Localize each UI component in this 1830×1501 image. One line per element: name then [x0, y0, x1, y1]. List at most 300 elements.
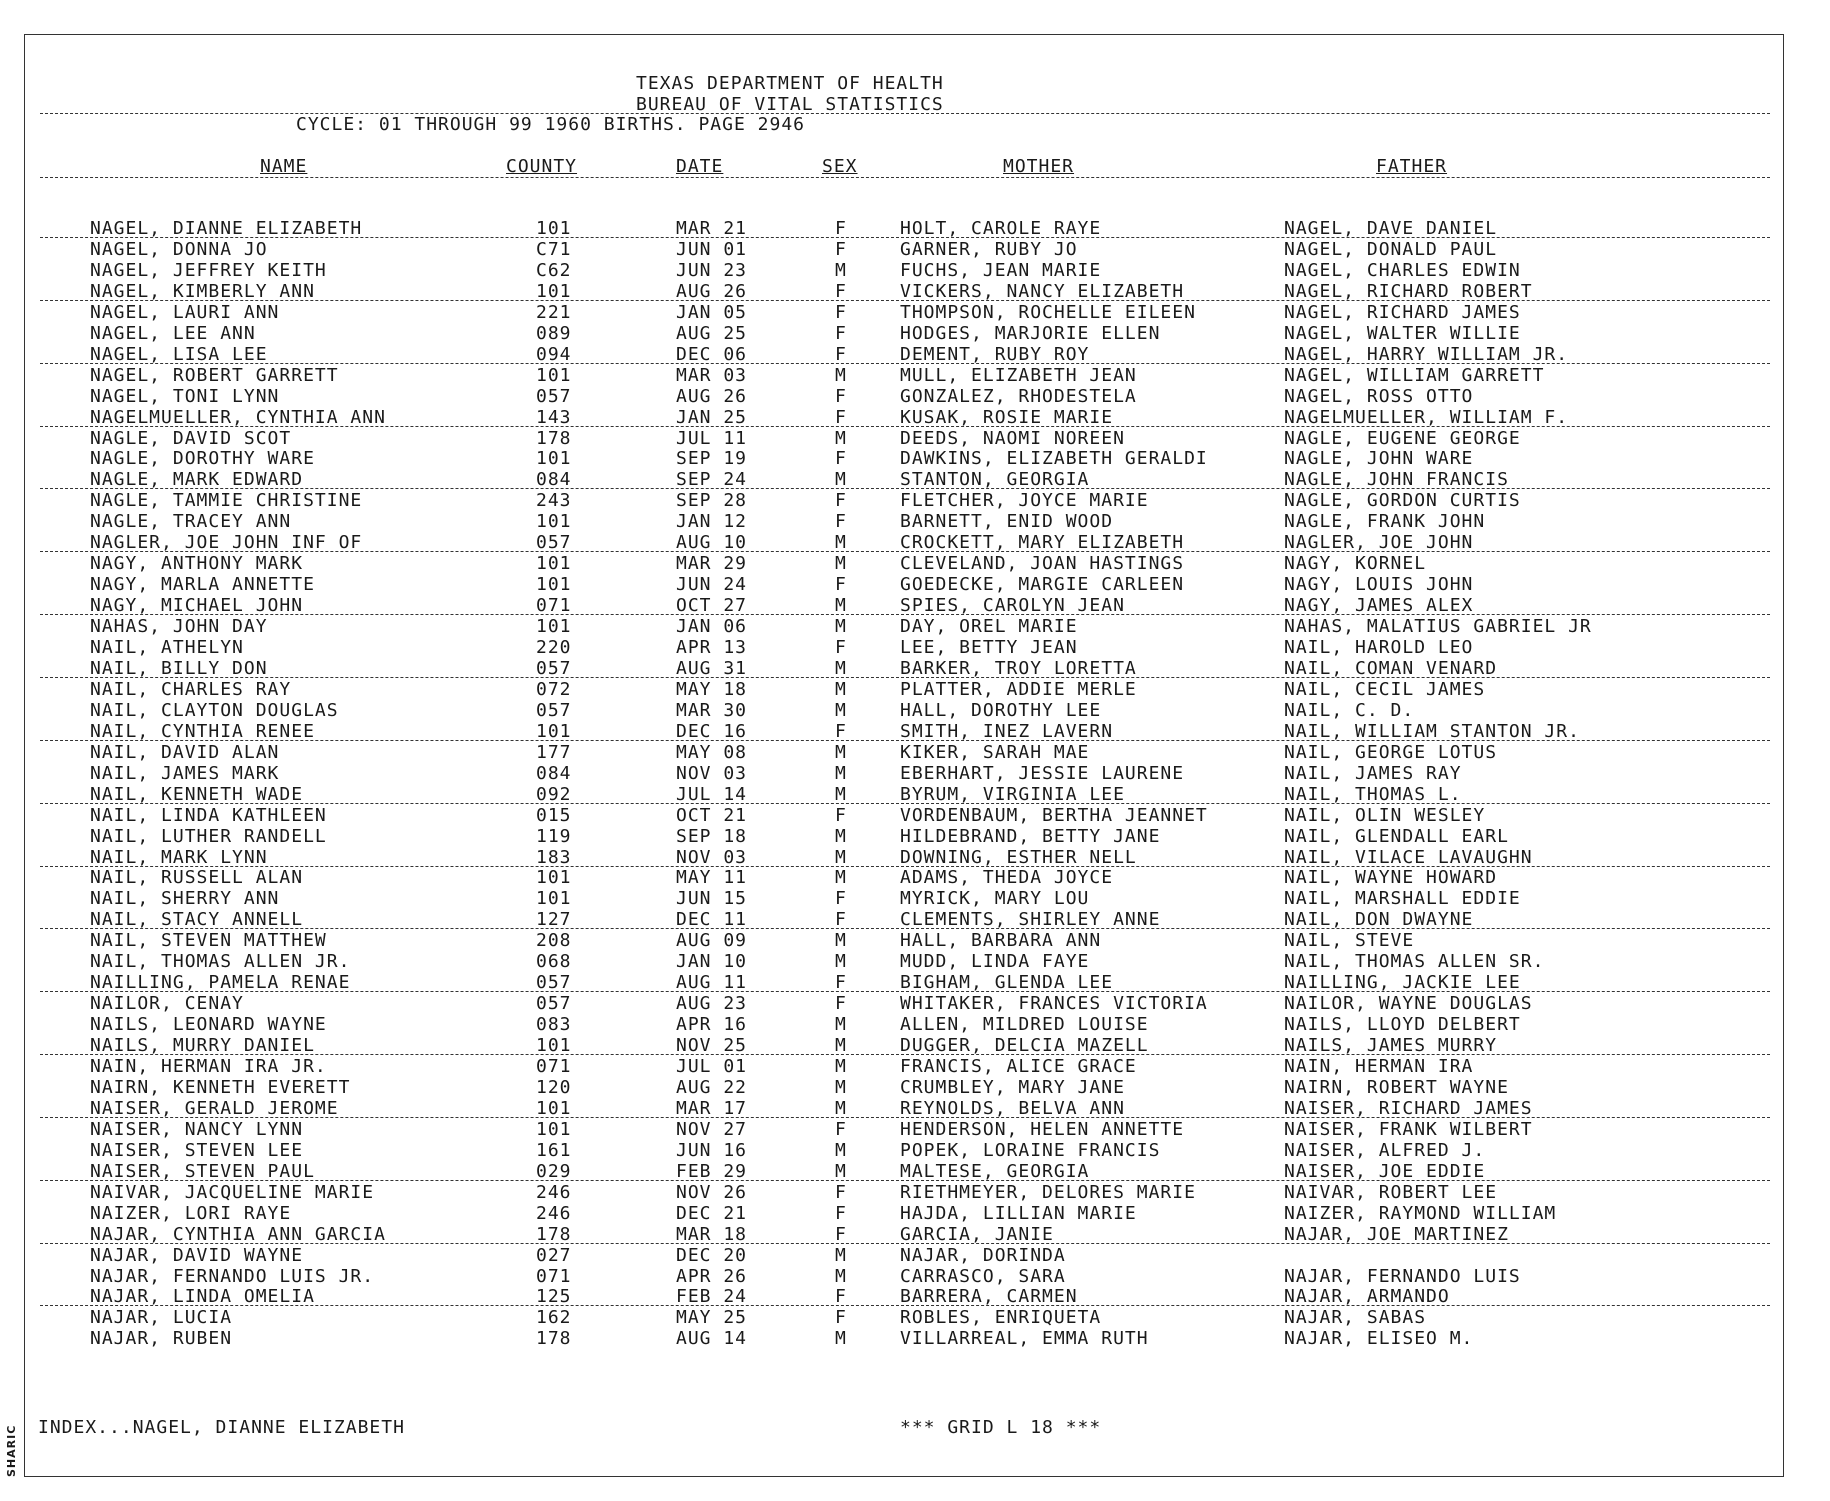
cell-mother: FLETCHER, JOYCE MARIE: [900, 490, 1149, 512]
cell-date: SEP 18: [676, 825, 748, 847]
cell-sex: M: [835, 867, 847, 889]
column-header-divider: [40, 177, 1770, 178]
cell-father: NAJAR, ELISEO M.: [1284, 1328, 1474, 1350]
cell-name: NAIRN, KENNETH EVERETT: [90, 1076, 351, 1098]
table-row: [0, 1014, 1830, 1035]
cell-county: 208: [536, 930, 572, 952]
cell-sex: F: [835, 804, 847, 826]
column-header-date: DATE: [676, 156, 724, 177]
row-rule: [40, 928, 1770, 929]
cell-date: FEB 29: [676, 1160, 748, 1182]
cell-date: JUN 01: [676, 238, 748, 260]
cell-county: 084: [536, 762, 572, 784]
cell-date: MAR 18: [676, 1223, 748, 1245]
cell-father: NAIL, CECIL JAMES: [1284, 678, 1486, 700]
cell-county: 101: [536, 1097, 572, 1119]
cell-name: NAJAR, LUCIA: [90, 1307, 233, 1329]
cell-sex: M: [835, 657, 847, 679]
cell-county: 101: [536, 616, 572, 638]
cell-father: NAIRN, ROBERT WAYNE: [1284, 1076, 1509, 1098]
cell-name: NAIL, JAMES MARK: [90, 762, 280, 784]
cell-mother: MULL, ELIZABETH JEAN: [900, 364, 1137, 386]
cell-name: NAILOR, CENAY: [90, 993, 244, 1015]
cell-mother: ALLEN, MILDRED LOUISE: [900, 1014, 1149, 1036]
cell-name: NAIL, SHERRY ANN: [90, 888, 280, 910]
cell-father: NAHAS, MALATIUS GABRIEL JR: [1284, 616, 1592, 638]
cell-sex: M: [835, 364, 847, 386]
cell-mother: MYRICK, MARY LOU: [900, 888, 1090, 910]
table-row: [0, 386, 1830, 407]
cell-father: NAGEL, WALTER WILLIE: [1284, 322, 1521, 344]
cell-name: NAJAR, LINDA OMELIA: [90, 1286, 315, 1308]
table-row: [0, 1077, 1830, 1098]
cell-father: NAIL, THOMAS ALLEN SR.: [1284, 951, 1545, 973]
table-row: [0, 1035, 1830, 1056]
cell-date: NOV 03: [676, 846, 748, 868]
cell-county: 092: [536, 783, 572, 805]
cell-sex: F: [835, 490, 847, 512]
cell-mother: DEEDS, NAOMI NOREEN: [900, 427, 1125, 449]
cell-date: NOV 03: [676, 762, 748, 784]
cell-father: NAGY, JAMES ALEX: [1284, 595, 1474, 617]
table-row: [0, 365, 1830, 386]
cell-father: NAGLE, JOHN WARE: [1284, 448, 1474, 470]
cell-name: NAIVAR, JACQUELINE MARIE: [90, 1181, 375, 1203]
cell-name: NAIL, CYNTHIA RENEE: [90, 720, 315, 742]
cell-father: NAGELMUELLER, WILLIAM F.: [1284, 406, 1569, 428]
row-rule: [40, 803, 1770, 804]
cell-sex: F: [835, 1286, 847, 1308]
cell-name: NAGEL, KIMBERLY ANN: [90, 280, 315, 302]
table-row: [0, 616, 1830, 637]
cell-mother: BARKER, TROY LORETTA: [900, 657, 1137, 679]
cell-name: NAIL, ATHELYN: [90, 637, 244, 658]
cell-father: NAILS, JAMES MURRY: [1284, 1035, 1498, 1057]
cell-county: 029: [536, 1160, 572, 1182]
cell-name: NAIL, DAVID ALAN: [90, 741, 280, 763]
cell-mother: STANTON, GEORGIA: [900, 469, 1090, 491]
cell-sex: F: [835, 972, 847, 994]
cell-county: 221: [536, 301, 572, 323]
cell-county: 120: [536, 1076, 572, 1098]
cell-father: NAIL, OLIN WESLEY: [1284, 804, 1486, 826]
cell-father: NAGEL, ROSS OTTO: [1284, 385, 1474, 407]
table-row: [0, 784, 1830, 805]
cycle-line: CYCLE: 01 THROUGH 99 1960 BIRTHS. PAGE 2946: [296, 114, 805, 135]
cell-county: 071: [536, 595, 572, 617]
cell-date: DEC 11: [676, 909, 748, 931]
cell-county: 177: [536, 741, 572, 763]
cell-mother: THOMPSON, ROCHELLE EILEEN: [900, 301, 1196, 323]
cell-county: 072: [536, 678, 572, 700]
cell-father: NAGLE, GORDON CURTIS: [1284, 490, 1521, 512]
cell-sex: F: [835, 238, 847, 260]
cell-county: 101: [536, 1118, 572, 1140]
table-row: [0, 1224, 1830, 1245]
table-row: [0, 1119, 1830, 1140]
cell-mother: CLEVELAND, JOAN HASTINGS: [900, 553, 1185, 575]
cell-county: 246: [536, 1202, 572, 1224]
cell-sex: M: [835, 553, 847, 575]
cell-sex: F: [835, 637, 847, 658]
cell-sex: M: [835, 1076, 847, 1098]
cell-date: JUN 15: [676, 888, 748, 910]
table-row: [0, 805, 1830, 826]
cell-father: NAIVAR, ROBERT LEE: [1284, 1181, 1498, 1203]
cell-sex: M: [835, 1014, 847, 1036]
cell-mother: HILDEBRAND, BETTY JANE: [900, 825, 1161, 847]
cell-date: MAR 17: [676, 1097, 748, 1119]
cell-county: 101: [536, 720, 572, 742]
cell-name: NAIL, MARK LYNN: [90, 846, 268, 868]
cell-sex: F: [835, 280, 847, 302]
cell-date: AUG 26: [676, 385, 748, 407]
cell-date: MAY 18: [676, 678, 748, 700]
cell-name: NAISER, NANCY LYNN: [90, 1118, 304, 1140]
table-row: [0, 595, 1830, 616]
report-title: TEXAS DEPARTMENT OF HEALTH: [636, 73, 944, 94]
cell-mother: PLATTER, ADDIE MERLE: [900, 678, 1137, 700]
row-rule: [40, 1180, 1770, 1181]
cell-mother: MUDD, LINDA FAYE: [900, 951, 1090, 973]
cell-county: 178: [536, 1223, 572, 1245]
cell-name: NAGLE, DOROTHY WARE: [90, 448, 315, 470]
cell-county: 071: [536, 1265, 572, 1287]
table-row: [0, 847, 1830, 868]
table-row: [0, 888, 1830, 909]
cell-father: NAIL, WILLIAM STANTON JR.: [1284, 720, 1580, 742]
cell-date: NOV 25: [676, 1035, 748, 1057]
cell-county: 161: [536, 1139, 572, 1161]
cell-date: NOV 26: [676, 1181, 748, 1203]
cell-name: NAGEL, ROBERT GARRETT: [90, 364, 339, 386]
cell-county: 101: [536, 511, 572, 533]
cell-mother: VORDENBAUM, BERTHA JEANNET: [900, 804, 1208, 826]
cell-father: NAGEL, CHARLES EDWIN: [1284, 259, 1521, 281]
table-row: [0, 637, 1830, 658]
cell-name: NAGLE, TAMMIE CHRISTINE: [90, 490, 363, 512]
cell-date: APR 26: [676, 1265, 748, 1287]
table-row: [0, 1245, 1830, 1266]
cell-father: NAGEL, WILLIAM GARRETT: [1284, 364, 1545, 386]
cell-mother: CARRASCO, SARA: [900, 1265, 1066, 1287]
cell-sex: M: [835, 825, 847, 847]
cell-father: NAIL, MARSHALL EDDIE: [1284, 888, 1521, 910]
cell-name: NAIL, RUSSELL ALAN: [90, 867, 304, 889]
cell-father: NAGEL, RICHARD JAMES: [1284, 301, 1521, 323]
cell-mother: DEMENT, RUBY ROY: [900, 343, 1090, 365]
cell-father: NAIN, HERMAN IRA: [1284, 1056, 1474, 1077]
cell-name: NAJAR, RUBEN: [90, 1328, 233, 1350]
cell-mother: SMITH, INEZ LAVERN: [900, 720, 1114, 742]
cell-name: NAIL, THOMAS ALLEN JR.: [90, 951, 351, 973]
cell-date: JUN 23: [676, 259, 748, 281]
cell-date: SEP 19: [676, 448, 748, 470]
cell-date: AUG 09: [676, 930, 748, 952]
cell-county: 068: [536, 951, 572, 973]
cell-name: NAIL, STEVEN MATTHEW: [90, 930, 327, 952]
cell-date: JAN 06: [676, 616, 748, 638]
row-rule: [40, 363, 1770, 364]
table-row: [0, 1286, 1830, 1307]
cell-name: NAGEL, DONNA JO: [90, 238, 268, 260]
cell-county: 089: [536, 322, 572, 344]
cell-county: 127: [536, 909, 572, 931]
table-row: [0, 1182, 1830, 1203]
table-row: [0, 1161, 1830, 1182]
cell-father: NAJAR, FERNANDO LUIS: [1284, 1265, 1521, 1287]
cell-sex: F: [835, 1181, 847, 1203]
cell-father: NAGLE, JOHN FRANCIS: [1284, 469, 1509, 491]
cell-mother: SPIES, CAROLYN JEAN: [900, 595, 1125, 617]
row-rule: [40, 1054, 1770, 1055]
cell-name: NAILLING, PAMELA RENAE: [90, 972, 351, 994]
cell-date: JAN 05: [676, 301, 748, 323]
cell-county: 101: [536, 867, 572, 889]
cell-date: JUN 24: [676, 574, 748, 596]
cell-father: NAIL, DON DWAYNE: [1284, 909, 1474, 931]
table-row: [0, 323, 1830, 344]
row-rule: [40, 614, 1770, 615]
cell-date: DEC 06: [676, 343, 748, 365]
cell-date: DEC 20: [676, 1244, 748, 1266]
cell-name: NAILS, MURRY DANIEL: [90, 1035, 315, 1057]
report-subtitle: BUREAU OF VITAL STATISTICS: [636, 94, 944, 115]
table-row: [0, 658, 1830, 679]
cell-name: NAISER, GERALD JEROME: [90, 1097, 339, 1119]
cell-mother: LEE, BETTY JEAN: [900, 637, 1078, 658]
cell-name: NAGEL, LEE ANN: [90, 322, 256, 344]
cell-father: NAGEL, DAVE DANIEL: [1284, 218, 1498, 239]
cell-mother: KIKER, SARAH MAE: [900, 741, 1090, 763]
column-header-name: NAME: [260, 156, 308, 177]
cell-date: SEP 28: [676, 490, 748, 512]
cell-father: NAISER, RICHARD JAMES: [1284, 1097, 1533, 1119]
table-row: [0, 909, 1830, 930]
cell-date: MAR 21: [676, 218, 748, 239]
cell-father: NAIL, C. D.: [1284, 699, 1415, 721]
row-rule: [40, 1243, 1770, 1244]
cell-county: 101: [536, 553, 572, 575]
cell-date: JAN 25: [676, 406, 748, 428]
table-row: [0, 532, 1830, 553]
cell-mother: ROBLES, ENRIQUETA: [900, 1307, 1102, 1329]
row-rule: [40, 426, 1770, 427]
cell-date: AUG 26: [676, 280, 748, 302]
cell-name: NAIL, CLAYTON DOUGLAS: [90, 699, 339, 721]
cell-name: NAIL, LUTHER RANDELL: [90, 825, 327, 847]
cell-county: 119: [536, 825, 572, 847]
column-header-father: FATHER: [1376, 156, 1448, 177]
cell-father: NAGY, KORNEL: [1284, 553, 1427, 575]
table-row: [0, 511, 1830, 532]
cell-sex: M: [835, 616, 847, 638]
cell-father: NAGY, LOUIS JOHN: [1284, 574, 1474, 596]
cell-date: JUL 14: [676, 783, 748, 805]
cell-sex: F: [835, 218, 847, 239]
cell-date: MAY 08: [676, 741, 748, 763]
cell-mother: EBERHART, JESSIE LAURENE: [900, 762, 1185, 784]
table-row: [0, 1098, 1830, 1119]
cell-name: NAGEL, DIANNE ELIZABETH: [90, 218, 363, 239]
cell-sex: M: [835, 699, 847, 721]
cell-sex: M: [835, 1056, 847, 1077]
cell-father: NAGEL, DONALD PAUL: [1284, 238, 1498, 260]
cell-name: NAGEL, LAURI ANN: [90, 301, 280, 323]
cell-name: NAJAR, CYNTHIA ANN GARCIA: [90, 1223, 386, 1245]
cell-sex: F: [835, 993, 847, 1015]
cell-county: 162: [536, 1307, 572, 1329]
cell-mother: HOLT, CAROLE RAYE: [900, 218, 1102, 239]
cell-father: NAIL, WAYNE HOWARD: [1284, 867, 1498, 889]
cell-father: NAILLING, JACKIE LEE: [1284, 972, 1521, 994]
cell-county: 125: [536, 1286, 572, 1308]
cell-father: NAIZER, RAYMOND WILLIAM: [1284, 1202, 1557, 1224]
cell-date: AUG 23: [676, 993, 748, 1015]
cell-county: 057: [536, 972, 572, 994]
table-row: [0, 972, 1830, 993]
table-row: [0, 951, 1830, 972]
cell-father: NAIL, COMAN VENARD: [1284, 657, 1498, 679]
cell-name: NAILS, LEONARD WAYNE: [90, 1014, 327, 1036]
cell-name: NAIL, STACY ANNELL: [90, 909, 304, 931]
cell-sex: M: [835, 678, 847, 700]
cell-name: NAHAS, JOHN DAY: [90, 616, 268, 638]
cell-sex: F: [835, 448, 847, 470]
cell-sex: F: [835, 1223, 847, 1245]
table-row: [0, 930, 1830, 951]
table-row: [0, 742, 1830, 763]
grid-line: *** GRID L 18 ***: [900, 1417, 1102, 1438]
cell-sex: M: [835, 1160, 847, 1182]
cell-sex: F: [835, 406, 847, 428]
cell-father: NAGLE, FRANK JOHN: [1284, 511, 1486, 533]
cell-father: NAIL, STEVE: [1284, 930, 1415, 952]
row-rule: [40, 677, 1770, 678]
table-row: [0, 302, 1830, 323]
cell-date: FEB 24: [676, 1286, 748, 1308]
table-row: [0, 1203, 1830, 1224]
table-row: [0, 281, 1830, 302]
cell-mother: HALL, BARBARA ANN: [900, 930, 1102, 952]
cell-father: NAIL, HAROLD LEO: [1284, 637, 1474, 658]
cell-date: AUG 14: [676, 1328, 748, 1350]
cell-county: 083: [536, 1014, 572, 1036]
cell-county: 101: [536, 888, 572, 910]
table-row: [0, 428, 1830, 449]
cell-sex: F: [835, 343, 847, 365]
column-header-county: COUNTY: [506, 156, 578, 177]
cell-mother: MALTESE, GEORGIA: [900, 1160, 1090, 1182]
cell-county: 057: [536, 532, 572, 554]
table-row: [0, 826, 1830, 847]
cell-name: NAGLE, MARK EDWARD: [90, 469, 304, 491]
cell-mother: REYNOLDS, BELVA ANN: [900, 1097, 1125, 1119]
cell-name: NAGY, MICHAEL JOHN: [90, 595, 304, 617]
cell-sex: M: [835, 783, 847, 805]
cell-mother: CLEMENTS, SHIRLEY ANNE: [900, 909, 1161, 931]
cell-county: 094: [536, 343, 572, 365]
table-row: [0, 260, 1830, 281]
cell-date: JUL 11: [676, 427, 748, 449]
cell-county: 246: [536, 1181, 572, 1203]
row-rule: [40, 1117, 1770, 1118]
cell-mother: BARNETT, ENID WOOD: [900, 511, 1114, 533]
cell-sex: F: [835, 1307, 847, 1329]
cell-mother: POPEK, LORAINE FRANCIS: [900, 1139, 1161, 1161]
cell-father: NAJAR, ARMANDO: [1284, 1286, 1450, 1308]
cell-sex: F: [835, 1202, 847, 1224]
cell-county: 178: [536, 427, 572, 449]
table-row: [0, 763, 1830, 784]
cell-name: NAGLE, TRACEY ANN: [90, 511, 292, 533]
cell-sex: M: [835, 259, 847, 281]
table-row: [0, 218, 1830, 239]
cell-mother: ADAMS, THEDA JOYCE: [900, 867, 1114, 889]
cell-county: C71: [536, 238, 572, 260]
cell-father: NAGEL, HARRY WILLIAM JR.: [1284, 343, 1569, 365]
cell-county: 220: [536, 637, 572, 658]
table-row: [0, 1307, 1830, 1328]
cell-date: OCT 21: [676, 804, 748, 826]
cell-sex: M: [835, 1035, 847, 1057]
cell-sex: M: [835, 846, 847, 868]
cell-sex: M: [835, 1244, 847, 1266]
cell-mother: FUCHS, JEAN MARIE: [900, 259, 1102, 281]
side-mark-text: SHARIC: [5, 1424, 18, 1477]
cell-mother: BIGHAM, GLENDA LEE: [900, 972, 1114, 994]
cell-sex: M: [835, 532, 847, 554]
cell-mother: FRANCIS, ALICE GRACE: [900, 1056, 1137, 1077]
cell-date: MAY 25: [676, 1307, 748, 1329]
row-rule: [40, 300, 1770, 301]
cell-mother: CROCKETT, MARY ELIZABETH: [900, 532, 1185, 554]
table-row: [0, 490, 1830, 511]
cell-name: NAGEL, LISA LEE: [90, 343, 268, 365]
cell-sex: F: [835, 301, 847, 323]
cell-father: NAGLER, JOE JOHN: [1284, 532, 1474, 554]
cell-father: NAGLE, EUGENE GEORGE: [1284, 427, 1521, 449]
cell-sex: F: [835, 511, 847, 533]
table-row: [0, 344, 1830, 365]
cell-mother: BYRUM, VIRGINIA LEE: [900, 783, 1125, 805]
cell-sex: F: [835, 322, 847, 344]
cell-date: MAR 30: [676, 699, 748, 721]
row-rule: [40, 237, 1770, 238]
cell-sex: F: [835, 909, 847, 931]
table-row: [0, 700, 1830, 721]
cell-county: 057: [536, 657, 572, 679]
cell-name: NAGLER, JOE JOHN INF OF: [90, 532, 363, 554]
cell-date: AUG 11: [676, 972, 748, 994]
cell-county: 101: [536, 574, 572, 596]
row-rule: [40, 488, 1770, 489]
cell-date: DEC 16: [676, 720, 748, 742]
cell-mother: DAY, OREL MARIE: [900, 616, 1078, 638]
cell-mother: KUSAK, ROSIE MARIE: [900, 406, 1114, 428]
table-row: [0, 1266, 1830, 1287]
cell-sex: M: [835, 1265, 847, 1287]
cell-mother: GARNER, RUBY JO: [900, 238, 1078, 260]
cell-name: NAISER, STEVEN PAUL: [90, 1160, 315, 1182]
cell-county: 183: [536, 846, 572, 868]
cell-county: 027: [536, 1244, 572, 1266]
cell-mother: DOWNING, ESTHER NELL: [900, 846, 1137, 868]
column-header-sex: SEX: [822, 156, 858, 177]
cell-date: JAN 12: [676, 511, 748, 533]
cell-mother: GARCIA, JANIE: [900, 1223, 1054, 1245]
row-rule: [40, 866, 1770, 867]
